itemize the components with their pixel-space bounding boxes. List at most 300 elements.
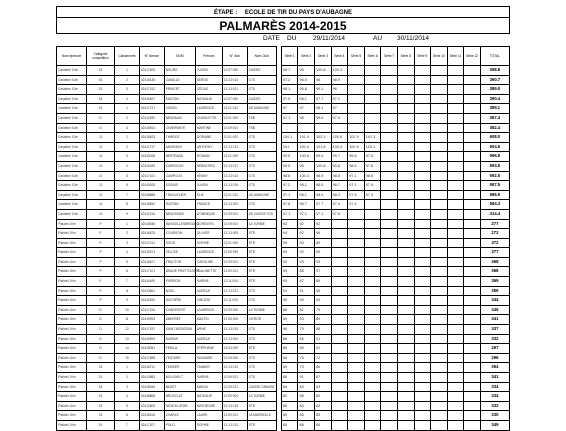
- rank-cell: 11: [115, 315, 140, 325]
- event-cell: Carabine 10m: [57, 200, 87, 210]
- series-score-cell: [364, 94, 381, 104]
- series-score-cell: [447, 104, 464, 114]
- lastname-cell: DUCHÉRE: [164, 296, 195, 306]
- series-score-cell: [348, 363, 365, 373]
- series-score-cell: [364, 85, 381, 95]
- licence-cell: 02418866: [139, 392, 164, 402]
- club-name-cell: LA TURBIE: [247, 219, 276, 229]
- series-score-cell: 98.7: [331, 181, 348, 191]
- category-cell: S1: [87, 373, 115, 383]
- stage-header: [56, 6, 510, 18]
- series-score-cell: [331, 344, 348, 354]
- lastname-cell: BEAUSSIAS: [164, 209, 195, 219]
- event-cell: Pistolet 10m: [57, 411, 87, 421]
- firstname-cell: MATHIEUSE: [195, 401, 222, 411]
- series-score-cell: [381, 161, 398, 171]
- table-row: [57, 248, 510, 258]
- series-score-cell: 97: [331, 104, 348, 114]
- club-number-cell: 13 13 015: [222, 181, 247, 191]
- firstname-cell: JULIEN: [195, 181, 222, 191]
- column-header: N° licence: [139, 47, 164, 66]
- series-score-cell: [464, 104, 481, 114]
- column-header: Série 12: [464, 47, 481, 66]
- club-name-cell: STR: [247, 257, 276, 267]
- series-score-cell: [364, 382, 381, 392]
- series-score-cell: [331, 257, 348, 267]
- series-score-cell: [381, 238, 398, 248]
- total-cell: 368: [480, 267, 509, 277]
- firstname-cell: LAURENCE: [195, 248, 222, 258]
- series-score-cell: 98.5: [315, 190, 332, 200]
- series-score-cell: [464, 286, 481, 296]
- club-number-cell: 13 01 012: [222, 104, 247, 114]
- series-score-cell: 98.8: [331, 171, 348, 181]
- firstname-cell: ARNE: [195, 325, 222, 335]
- table-row: [57, 315, 510, 325]
- series-score-cell: 97.1: [348, 181, 365, 191]
- club-number-cell: 13 09 021: [222, 373, 247, 383]
- series-score-cell: [464, 229, 481, 239]
- rank-cell: 1: [115, 219, 140, 229]
- lastname-cell: BENSAADI: [164, 113, 195, 123]
- series-score-cell: [414, 85, 431, 95]
- series-score-cell: [447, 181, 464, 191]
- club-name-cell: CTS: [247, 171, 276, 181]
- lastname-cell: BOUCHELT: [164, 373, 195, 383]
- licence-cell: 02412808: [139, 401, 164, 411]
- series-score-cell: [348, 248, 365, 258]
- rank-cell: 9: [115, 296, 140, 306]
- total-cell: 332: [480, 334, 509, 344]
- series-score-cell: [397, 113, 414, 123]
- series-score-cell: [364, 257, 381, 267]
- series-score-cell: [331, 305, 348, 315]
- category-cell: S1: [87, 382, 115, 392]
- series-score-cell: [397, 296, 414, 306]
- series-score-cell: [381, 382, 398, 392]
- table-row: [57, 305, 510, 315]
- series-score-cell: [431, 334, 448, 344]
- series-score-cell: [348, 267, 365, 277]
- licence-cell: 02418135: [139, 75, 164, 85]
- series-score-cell: [364, 209, 381, 219]
- club-number-cell: 13 09 001: [222, 123, 247, 133]
- lastname-cell: BOURG: [164, 66, 195, 76]
- category-cell: J1: [87, 171, 115, 181]
- series-score-cell: 97.1: [298, 209, 315, 219]
- series-score-cell: [364, 392, 381, 402]
- stage-value: ECOLE DE TIR DU PAYS D'AUBAGNE: [244, 10, 352, 16]
- licence-cell: 02418940: [139, 200, 164, 210]
- column-header: Série 2: [298, 47, 315, 66]
- series-score-cell: [447, 229, 464, 239]
- rank-cell: 5: [115, 171, 140, 181]
- series-score-cell: [397, 85, 414, 95]
- total-cell: 390.7: [480, 75, 509, 85]
- rank-cell: 12: [115, 325, 140, 335]
- series-score-cell: [348, 219, 365, 229]
- firstname-cell: ROMAIN: [195, 152, 222, 162]
- club-name-cell: STR: [247, 401, 276, 411]
- series-score-cell: [381, 200, 398, 210]
- lastname-cell: SOUS: [164, 238, 195, 248]
- total-cell: 334: [480, 382, 509, 392]
- date-from: 29/11/2014: [313, 35, 346, 42]
- series-score-cell: [431, 229, 448, 239]
- series-score-cell: 85: [281, 420, 298, 430]
- club-number-cell: 13 13 019: [222, 401, 247, 411]
- series-score-cell: [315, 123, 332, 133]
- lastname-cell: TESTARD: [164, 353, 195, 363]
- series-score-cell: [364, 401, 381, 411]
- total-cell: 272: [480, 229, 509, 239]
- club-number-cell: 13 11 000: [222, 296, 247, 306]
- licence-cell: 02412216: [139, 209, 164, 219]
- series-score-cell: [348, 229, 365, 239]
- series-score-cell: [397, 411, 414, 421]
- licence-cell: 02417157: [139, 325, 164, 335]
- table-row: [57, 66, 510, 76]
- series-score-cell: [447, 113, 464, 123]
- firstname-cell: DOMINIQUE: [195, 209, 222, 219]
- event-cell: Carabine 10m: [57, 133, 87, 143]
- series-score-cell: [414, 392, 431, 402]
- lastname-cell: HENCKLOFAR: [164, 401, 195, 411]
- firstname-cell: ANTHONY: [195, 142, 222, 152]
- series-score-cell: [397, 238, 414, 248]
- series-score-cell: 102.1: [315, 133, 332, 143]
- series-score-cell: 92: [298, 248, 315, 258]
- series-score-cell: 98: [298, 113, 315, 123]
- series-score-cell: [331, 286, 348, 296]
- category-cell: D: [87, 353, 115, 363]
- event-cell: Carabine 10m: [57, 190, 87, 200]
- series-score-cell: [447, 133, 464, 143]
- series-score-cell: [447, 344, 464, 354]
- series-score-cell: [298, 123, 315, 133]
- firstname-cell: CÉCILE: [195, 85, 222, 95]
- series-score-cell: [397, 104, 414, 114]
- category-cell: S1: [87, 392, 115, 402]
- rank-cell: 15: [115, 353, 140, 363]
- firstname-cell: KARINE: [195, 277, 222, 287]
- rank-cell: 4: [115, 161, 140, 171]
- series-score-cell: 89: [315, 277, 332, 287]
- series-score-cell: 100.6: [298, 152, 315, 162]
- event-cell: Pistolet 10m: [57, 229, 87, 239]
- series-score-cell: 97.5: [348, 190, 365, 200]
- series-score-cell: [414, 133, 431, 143]
- series-score-cell: [464, 315, 481, 325]
- series-score-cell: [447, 363, 464, 373]
- firstname-cell: LAURENCE: [195, 104, 222, 114]
- series-score-cell: [414, 296, 431, 306]
- club-name-cell: LA TURBIE: [247, 305, 276, 315]
- series-score-cell: [431, 420, 448, 430]
- category-cell: S1: [87, 420, 115, 430]
- series-score-cell: [348, 296, 365, 306]
- series-score-cell: [381, 85, 398, 95]
- club-name-cell: US AUBAGNE: [247, 190, 276, 200]
- rank-cell: 2: [115, 373, 140, 383]
- series-score-cell: [447, 94, 464, 104]
- series-score-cell: 97: [281, 104, 298, 114]
- table-row: [57, 257, 510, 267]
- category-cell: S1: [87, 104, 115, 114]
- series-score-cell: [348, 113, 365, 123]
- series-score-cell: [447, 123, 464, 133]
- club-name-cell: STR: [247, 238, 276, 248]
- lastname-cell: PRINCET: [164, 85, 195, 95]
- table-row: [57, 296, 510, 306]
- series-score-cell: [414, 209, 431, 219]
- category-cell: S1: [87, 75, 115, 85]
- series-score-cell: [364, 219, 381, 229]
- lastname-cell: TRAOUCHER: [164, 190, 195, 200]
- category-cell: P: [87, 277, 115, 287]
- series-score-cell: 97.2: [281, 181, 298, 191]
- series-score-cell: [464, 373, 481, 383]
- rank-cell: 8: [115, 286, 140, 296]
- event-cell: Pistolet 10m: [57, 305, 87, 315]
- series-score-cell: [431, 238, 448, 248]
- series-score-cell: [464, 94, 481, 104]
- series-score-cell: [464, 85, 481, 95]
- series-score-cell: [431, 171, 448, 181]
- series-score-cell: 99.8: [331, 161, 348, 171]
- series-score-cell: [414, 75, 431, 85]
- series-score-cell: [414, 123, 431, 133]
- series-score-cell: [431, 411, 448, 421]
- series-score-cell: 98.6: [364, 171, 381, 181]
- series-score-cell: [431, 363, 448, 373]
- series-score-cell: 84: [315, 420, 332, 430]
- total-cell: 337: [480, 325, 509, 335]
- series-score-cell: 96: [315, 229, 332, 239]
- series-score-cell: [364, 373, 381, 383]
- lastname-cell: CHARLE: [164, 411, 195, 421]
- rank-cell: 6: [115, 267, 140, 277]
- licence-cell: 02417316: [139, 305, 164, 315]
- series-score-cell: [414, 382, 431, 392]
- club-name-cell: LA TURBIE: [247, 392, 276, 402]
- series-score-cell: [348, 75, 365, 85]
- series-score-cell: [447, 277, 464, 287]
- event-cell: Pistolet 10m: [57, 420, 87, 430]
- series-score-cell: 100.3: [298, 171, 315, 181]
- licence-cell: 02417312: [139, 85, 164, 95]
- table-row: [57, 75, 510, 85]
- club-name-cell: CTS: [247, 296, 276, 306]
- series-score-cell: [381, 123, 398, 133]
- series-score-cell: [381, 248, 398, 258]
- licence-cell: 02417421: [139, 171, 164, 181]
- club-name-cell: CTS: [247, 161, 276, 171]
- series-score-cell: [331, 373, 348, 383]
- firstname-cell: CAROLINE: [195, 257, 222, 267]
- category-cell: S1: [87, 94, 115, 104]
- club-number-cell: 13 13 013: [222, 420, 247, 430]
- series-score-cell: 97.6: [364, 161, 381, 171]
- series-score-cell: [431, 344, 448, 354]
- series-score-cell: 100.4: [298, 142, 315, 152]
- series-score-cell: 86: [298, 392, 315, 402]
- series-score-cell: [447, 353, 464, 363]
- firstname-cell: CHARLOTTE: [195, 113, 222, 123]
- series-score-cell: [331, 334, 348, 344]
- series-score-cell: 93: [281, 219, 298, 229]
- event-cell: Pistolet 10m: [57, 267, 87, 277]
- licence-cell: 02413883: [139, 373, 164, 383]
- lastname-cell: CAMPOLIS: [164, 171, 195, 181]
- series-score-cell: [397, 142, 414, 152]
- series-score-cell: [447, 257, 464, 267]
- series-score-cell: [348, 325, 365, 335]
- column-header: Nom Club: [247, 47, 276, 66]
- table-row: [57, 382, 510, 392]
- event-cell: Pistolet 10m: [57, 344, 87, 354]
- table-row: [57, 238, 510, 248]
- club-number-cell: 13 13 013: [222, 75, 247, 85]
- licence-cell: 02415028: [139, 152, 164, 162]
- series-score-cell: 86: [315, 363, 332, 373]
- series-score-cell: [397, 420, 414, 430]
- total-cell: 414.4: [480, 209, 509, 219]
- column-header: Série 4: [331, 47, 348, 66]
- event-cell: Carabine 10m: [57, 123, 87, 133]
- series-score-cell: [381, 209, 398, 219]
- series-score-cell: 97.7: [315, 200, 332, 210]
- table-row: [57, 334, 510, 344]
- rank-cell: 6: [115, 181, 140, 191]
- event-cell: Pistolet 10m: [57, 401, 87, 411]
- club-number-cell: 13 13 013: [222, 171, 247, 181]
- total-cell: 604.5: [480, 142, 509, 152]
- table-row: [57, 219, 510, 229]
- series-score-cell: [397, 161, 414, 171]
- club-name-cell: STR: [247, 248, 276, 258]
- total-cell: 369: [480, 277, 509, 287]
- rank-cell: 8: [115, 200, 140, 210]
- series-score-cell: 100.3: [331, 142, 348, 152]
- series-score-cell: [464, 334, 481, 344]
- category-cell: J1: [87, 200, 115, 210]
- series-score-cell: [381, 420, 398, 430]
- lastname-cell: VOISIN: [164, 104, 195, 114]
- series-score-cell: 97: [298, 104, 315, 114]
- series-score-cell: 88: [281, 344, 298, 354]
- rank-cell: 2: [115, 113, 140, 123]
- firstname-cell: CORENTIN: [195, 219, 222, 229]
- lastname-cell: BEUET: [164, 382, 195, 392]
- series-score-cell: [364, 75, 381, 85]
- series-score-cell: 90: [281, 296, 298, 306]
- club-name-cell: STR: [247, 420, 276, 430]
- series-score-cell: 97.1: [348, 171, 365, 181]
- series-score-cell: 84: [281, 353, 298, 363]
- series-score-cell: [431, 257, 448, 267]
- rank-cell: 4: [115, 94, 140, 104]
- column-header: Série 11: [447, 47, 464, 66]
- club-name-cell: TSB: [247, 123, 276, 133]
- series-score-cell: 100.3: [331, 66, 348, 76]
- series-score-cell: 97.1: [281, 113, 298, 123]
- series-score-cell: 87: [315, 373, 332, 383]
- lastname-cell: CAVALLE: [164, 75, 195, 85]
- club-name-cell: CTS: [247, 373, 276, 383]
- series-score-cell: 89: [281, 315, 298, 325]
- series-score-cell: 98.1: [315, 104, 332, 114]
- series-score-cell: [447, 75, 464, 85]
- club-number-cell: 13 05 005: [222, 353, 247, 363]
- series-score-cell: 92: [281, 257, 298, 267]
- series-score-cell: [348, 401, 365, 411]
- firstname-cell: MARTINE: [195, 123, 222, 133]
- total-cell: 390.4: [480, 94, 509, 104]
- series-score-cell: [397, 190, 414, 200]
- licence-cell: 02417012: [139, 238, 164, 248]
- series-score-cell: [381, 104, 398, 114]
- series-score-cell: [381, 373, 398, 383]
- series-score-cell: 88: [315, 325, 332, 335]
- series-score-cell: [364, 200, 381, 210]
- series-score-cell: [431, 161, 448, 171]
- table-row: [57, 142, 510, 152]
- firstname-cell: PAULINETTE: [195, 267, 222, 277]
- series-score-cell: [364, 277, 381, 287]
- series-score-cell: 94: [281, 229, 298, 239]
- club-number-cell: 13 13 009: [222, 229, 247, 239]
- licence-cell: 02415028: [139, 181, 164, 191]
- series-score-cell: 95.8: [298, 85, 315, 95]
- series-score-cell: [397, 353, 414, 363]
- series-score-cell: [381, 267, 398, 277]
- series-score-cell: [447, 401, 464, 411]
- series-score-cell: [331, 420, 348, 430]
- club-name-cell: CTS: [247, 325, 276, 335]
- series-score-cell: [414, 113, 431, 123]
- series-score-cell: [397, 248, 414, 258]
- club-name-cell: CTS: [247, 286, 276, 296]
- series-score-cell: [348, 238, 365, 248]
- table-row: [57, 325, 510, 335]
- series-score-cell: [331, 315, 348, 325]
- series-score-cell: 98.7: [281, 66, 298, 76]
- firstname-cell: SUZANNE: [195, 353, 222, 363]
- lastname-cell: FANTON: [164, 94, 195, 104]
- series-score-cell: [364, 123, 381, 133]
- lastname-cell: BERTRAND: [164, 152, 195, 162]
- column-header: Prénom: [195, 47, 222, 66]
- licence-cell: 02412930: [139, 113, 164, 123]
- series-score-cell: [464, 353, 481, 363]
- series-score-cell: [414, 104, 431, 114]
- series-score-cell: 88: [281, 305, 298, 315]
- series-score-cell: 96: [281, 325, 298, 335]
- series-score-cell: [431, 373, 448, 383]
- category-cell: D: [87, 113, 115, 123]
- series-score-cell: 99.7: [331, 152, 348, 162]
- series-score-cell: [464, 277, 481, 287]
- licence-cell: 02418046: [139, 382, 164, 392]
- series-score-cell: [464, 142, 481, 152]
- table-row: [57, 373, 510, 383]
- event-cell: Pistolet 10m: [57, 363, 87, 373]
- series-score-cell: [414, 334, 431, 344]
- series-score-cell: 92: [315, 219, 332, 229]
- series-score-cell: [414, 219, 431, 229]
- rank-cell: 7: [115, 277, 140, 287]
